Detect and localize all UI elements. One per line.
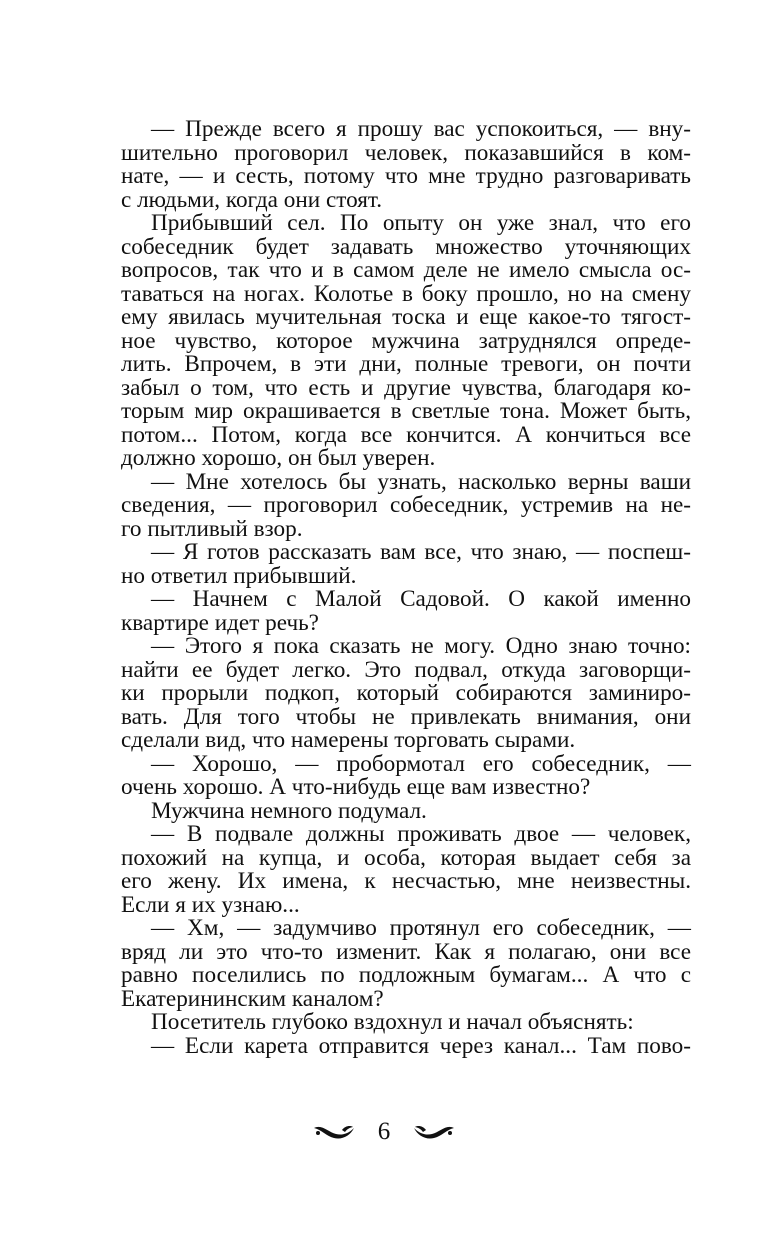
text-line: — В подвале должны проживать двое — человек,: [151, 821, 691, 847]
text-line: — Мне хотелось бы узнать, насколько верны ваши: [151, 468, 691, 495]
book-page-text: [121, 118, 691, 1058]
text-line: собеседник будет задавать множество уточняющих: [121, 233, 691, 260]
text-line: го пытливый взор.: [121, 515, 303, 542]
text-line: но ответил прибывший.: [121, 562, 357, 589]
text-line: ное чувство, которое мужчина затруднялся опреде-: [121, 327, 691, 354]
text-line: Если я их узнаю...: [121, 891, 300, 918]
text-line: должно хорошо, он был уверен.: [121, 445, 436, 471]
text-line: шительно проговорил человек, показавшийся в ком-: [121, 139, 691, 166]
text-line: квартире идет речь?: [121, 609, 319, 636]
text-line: равно поселились по подложным бумагам... А что с: [121, 962, 691, 988]
text-line: — Я готов рассказать вам все, что знаю, — поспеш-: [151, 539, 691, 565]
text-line: лить. Впрочем, в эти дни, полные тревоги, он почти: [121, 351, 691, 377]
text-line: — Хорошо, — пробормотал его собеседник, —: [151, 750, 691, 777]
page-footer: [0, 1115, 768, 1149]
text-line: забыл о том, что есть и другие чувства, благодаря ко-: [121, 374, 691, 401]
text-line: — Прежде всего я прошу вас успокоиться, — вну-: [151, 116, 691, 142]
text-line: его жену. Их имена, к несчастью, мне неизвестны.: [121, 868, 691, 894]
text-line: очень хорошо. А что-нибудь еще вам известно?: [121, 774, 591, 800]
text-line: — Хм, — задумчиво протянул его собеседник, —: [151, 915, 691, 941]
ornament-swash-right-icon: [412, 1122, 456, 1142]
text-line: Екатерининским каналом?: [121, 985, 384, 1012]
text-line: найти ее будет легко. Это подвал, откуда заговорщи-: [121, 656, 691, 683]
text-line: вать. Для того чтобы не привлекать внимания, они: [121, 703, 691, 730]
text-line: вопросов, так что и в самом деле не имело смысла ос-: [121, 257, 691, 283]
text-line: похожий на купца, и особа, которая выдает себя за: [121, 844, 691, 871]
text-line: сделали вид, что намерены торговать сырами.: [121, 727, 576, 753]
text-line: таваться на ногах. Колотье в боку прошло, но на смену: [121, 280, 691, 307]
page-number: 6: [377, 1118, 391, 1145]
text-line: Прибывший сел. По опыту он уже знал, что его: [151, 210, 691, 236]
text-line: — Начнем с Малой Садовой. О какой именно: [151, 586, 691, 612]
text-line: торым мир окрашивается в светлые тона. Может быть,: [121, 398, 691, 424]
text-line: нате, — и сесть, потому что мне трудно разговаривать: [121, 163, 691, 189]
text-line: Посетитель глубоко вздохнул и начал объяснять:: [151, 1009, 634, 1035]
text-line: — Если карета отправится через канал... Там пово-: [151, 1032, 691, 1059]
text-line: потом... Потом, когда все кончится. А кончиться все: [121, 421, 691, 448]
text-line: Мужчина немного подумал.: [151, 797, 427, 824]
text-line: ки прорыли подкоп, который собираются заминиро-: [121, 680, 691, 706]
text-line: — Этого я пока сказать не могу. Одно знаю точно:: [151, 633, 691, 659]
ornament-swash-left-icon: [312, 1122, 356, 1142]
text-line: с людьми, когда они стоят.: [121, 186, 383, 213]
text-line: сведения, — проговорил собеседник, устремив на не-: [121, 492, 691, 518]
text-line: вряд ли это что-то изменит. Как я полагаю, они все: [121, 938, 691, 965]
text-line: ему явилась мучительная тоска и еще какое-то тягост-: [121, 304, 691, 330]
